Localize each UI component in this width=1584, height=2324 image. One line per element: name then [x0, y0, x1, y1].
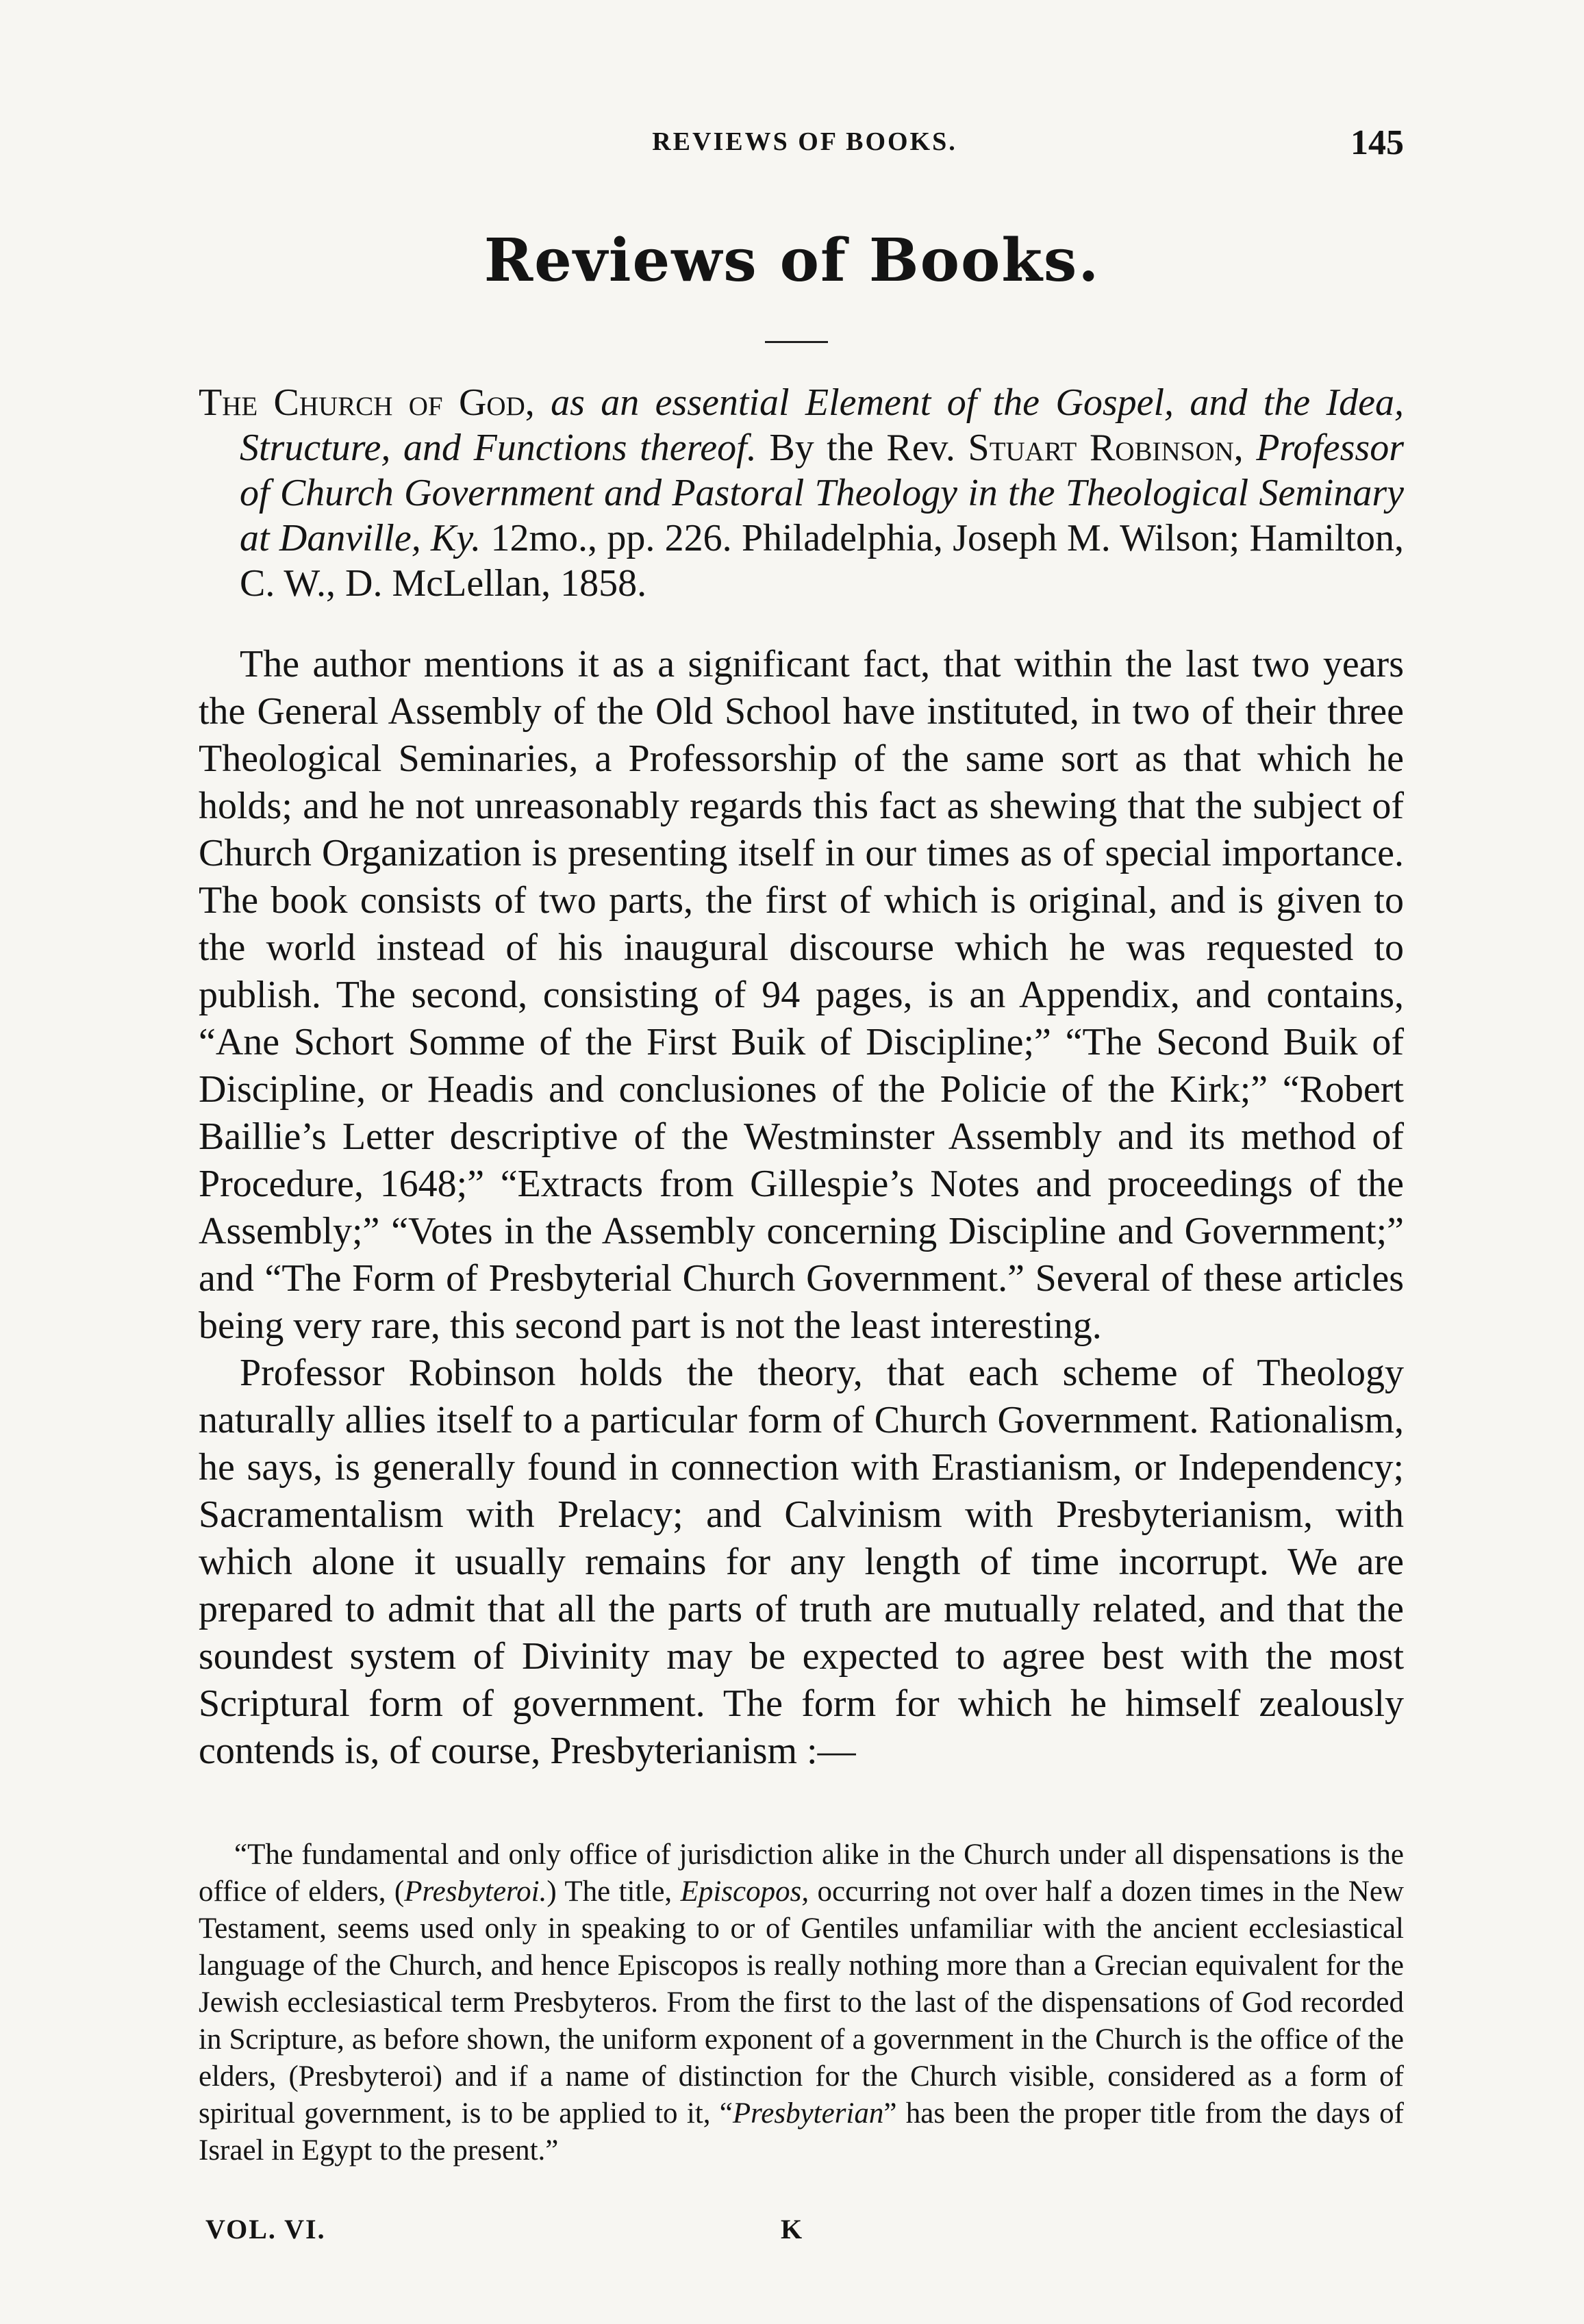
book-citation: [199, 380, 1404, 606]
citation-publication: 12mo., pp. 226. Philadelphia, Joseph M. Wilson; Hamilton, C. W., D. McLellan, 1858.: [240, 517, 1404, 605]
running-title: REVIEWS OF BOOKS.: [652, 127, 957, 156]
signature-mark: K: [781, 2214, 803, 2245]
body-paragraph-1: The author mentions it as a significant fact, that within the last two years the General Assembly of the Old School have instituted, in two of their three Theological Seminaries, a Professorship of the same sort as that which he holds; and he not unreasonably regards this fact as shewing that the subject of Church Organization is presenting itself in our times as of special importance. The book consists of two parts, the first of which is original, and is given to the world instead of his inaugural discourse which he was requested to publish. The second, consisting of 94 pages, is an Appendix, and contains, “Ane Schort Somme of the First Buik of Discipline;” “The Second Buik of Discipline, or Headis and conclusiones of the Policie of the Kirk;” “Robert Baillie’s Letter descriptive of the Westminster Assembly and its method of Procedure, 1648;” “Extracts from Gillespie’s Notes and proceedings of the Assembly;” “Votes in the Assembly concerning Discipline and Government;” and “The Form of Presbyterial Church Government.” Several of these articles being very rare, this second part is not the least interesting.: [199, 643, 1404, 1347]
quote-term-episcopos: Episcopos,: [680, 1875, 809, 1908]
block-quote: [199, 1836, 1404, 2169]
citation-by: By the Rev.: [756, 427, 968, 469]
quote-text-2: ) The title,: [546, 1875, 681, 1908]
quote-paragraph: [199, 1836, 1404, 2169]
page-number: 145: [1350, 123, 1404, 162]
quote-text-4: ” has been the proper title from the days of Israel in Egypt to the present.”: [199, 2097, 1404, 2167]
citation-author: Stuart Robinson,: [968, 427, 1244, 469]
citation-text: [199, 380, 1404, 606]
page-footer: [205, 2213, 1411, 2254]
title-rule: [765, 341, 828, 343]
review-body: [199, 641, 1404, 1775]
volume-mark: VOL. VI.: [205, 2214, 326, 2245]
citation-title-sc: The Church of God,: [199, 381, 535, 424]
quote-text-3: occurring not over half a dozen times in the New Testament, seems used only in speaking to or of Gentiles unfamiliar with the ancient ecclesiastical language of the Church, and hence Episcopos is really nothing more than a Grecian equivalent for the Jewish ecclesiastical term Presbyteros. From the first to the last of the dispensations of God recorded in Scripture, as before shown, the uniform exponent of a government in the Church is the office of the elders, (Presbyteroi) and if a name of distinction for the Church visible, considered as a form of spiritual government, is to be applied to it, “: [199, 1875, 1404, 2130]
body-paragraph-2: Professor Robinson holds the theory, that each scheme of Theology naturally allies itself to a particular form of Church Government. Rationalism, he says, is generally found in connection with Erastianism, or Independency; Sacramentalism with Prelacy; and Calvinism with Presbyterianism, with which alone it usually remains for any length of time incorrupt. We are prepared to admit that all the parts of truth are mutually related, and that the soundest system of Divinity may be expected to agree best with the most Scriptural form of government. The form for which he himself zealously contends is, of course, Presbyterianism :—: [199, 1352, 1404, 1772]
quote-text-1: “The fundamental and only office of jurisdiction alike in the Church under all dispensations is the office of elders, (: [199, 1839, 1404, 1908]
citation-title-italic: as an essential Element of the Gospel, and the Idea, Structure, and Functions thereof.: [240, 381, 1404, 469]
quote-term-presbyteroi: Presbyteroi.: [404, 1875, 547, 1908]
quote-term-presbyterian: Presbyterian: [732, 2097, 884, 2130]
running-head: [205, 123, 1404, 168]
citation-author-role: Professor of Church Government and Pastoral Theology in the Theological Seminary at Danville, Ky.: [240, 427, 1404, 559]
section-title: Reviews of Books.: [483, 226, 1101, 295]
